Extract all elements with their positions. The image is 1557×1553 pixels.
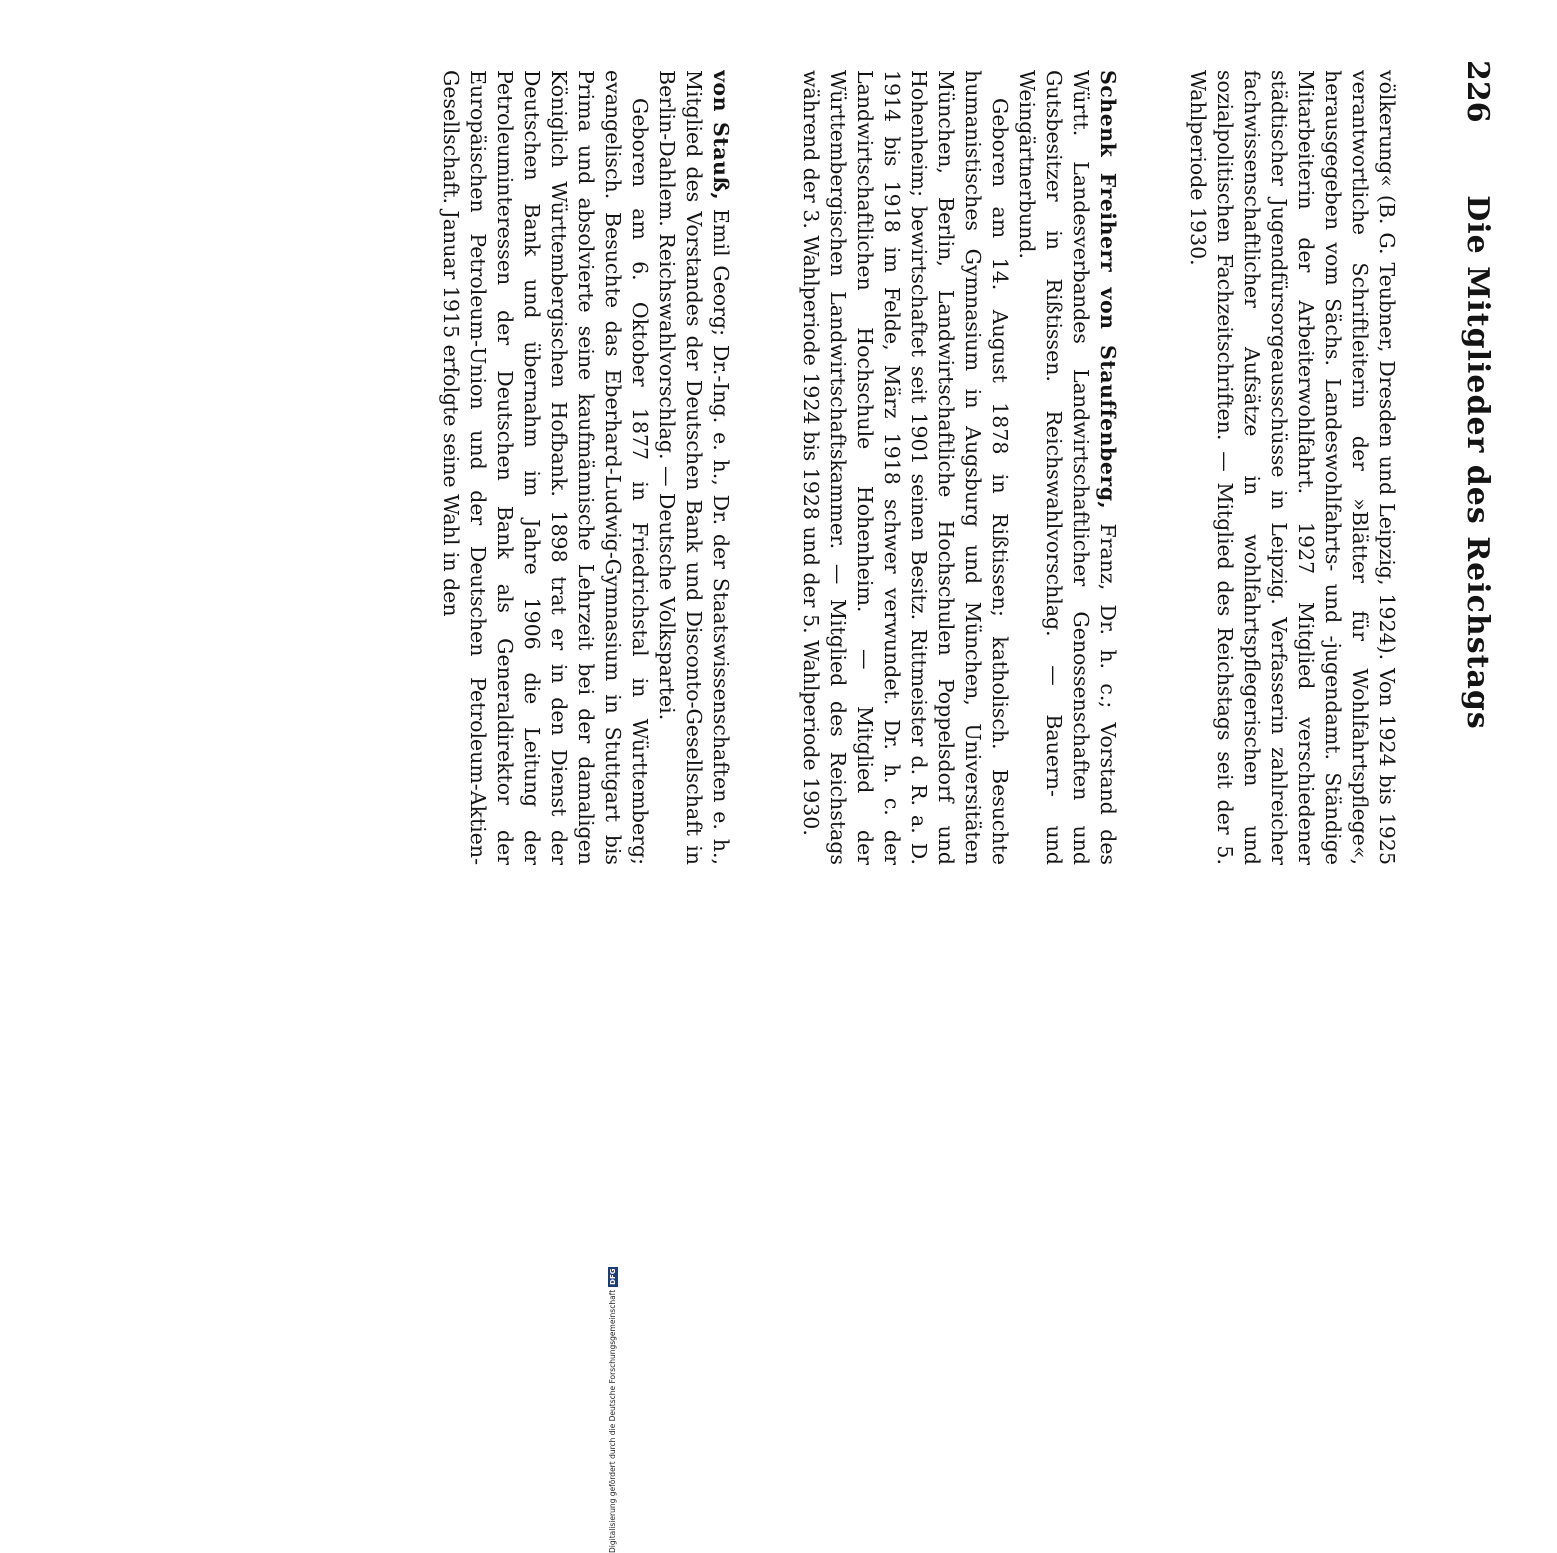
entry-continuation — [1184, 70, 1400, 865]
page-body — [70, 70, 1400, 865]
entry-heading-paragraph — [653, 70, 734, 865]
entry-stauss — [437, 70, 734, 865]
page-header — [1439, 60, 1499, 865]
member-details: Emil Georg; Dr.-Ing. e. h., Dr. der Staatswissenschaften e. h., Mitglied des Vorstandes der Deutschen Bank und Disconto-Gesellschaft in Berlin-Dahlem. Reichswahlvorschlag. — Deutsche Volkspartei. — [655, 70, 733, 865]
entry-biography: Geboren am 14. August 1878 in Rißtissen; katholisch. Besuchte humanistisches Gymnasium in Augsburg und München, Universitäten München, Berlin, Landwirtschaftliche Hochschulen Poppelsdorf und Hohenheim; bewirtschaftet seit 1901 seinen Besitz. Rittmeister d. R. a. D. 1914 bis 1918 im Felde, März 1918 schwer verwundet. Dr. h. c. der Landwirtschaftlichen Hochschule Hohenheim. — Mitglied der Württembergischen Landwirtschaftskammer. — Mitglied des Reichstags während der 3. Wahlperiode 1924 bis 1928 und der 5. Wahlperiode 1930. — [799, 70, 1012, 865]
page-number: 226 — [1460, 60, 1495, 123]
running-title: Die Mitglieder des Reichstags — [1460, 195, 1495, 730]
entry-heading-paragraph — [1013, 70, 1121, 865]
scan-credit-text: Digitalisierung gefördert durch die Deutsche Forschungsgemeinschaft — [608, 1289, 617, 1553]
entry-biography: Geboren am 6. Oktober 1877 in Friedrichstal in Württemberg; evangelisch. Besuchte das Eberhard-Ludwig-Gymnasium in Stuttgart bis Prima und absolvierte seine kaufmännische Lehrzeit bei der damaligen Königlich Württembergischen Hofbank. 1898 trat er in den Dienst der Deutschen Bank und übernahm im Jahre 1906 die Leitung der Petroleuminteressen der Deutschen Bank als Generaldirektor der Europäischen Petroleum-Union und der Deutschen Petroleum-Aktien-Gesellschaft. Januar 1915 erfolgte seine Wahl in den — [439, 70, 652, 865]
entry-paragraph: völkerung« (B. G. Teubner, Dresden und Leipzig, 1924). Von 1924 bis 1925 verantwortliche Schriftleiterin der »Blätter für Wohlfahrtspflege«, herausgegeben vom Sächs. Landeswohlfahrts- und -jugendamt. Ständige Mitarbeiterin der Arbeiterwohlfahrt. 1927 Mitglied verschiedener städtischer Jugendfürsorgeausschüsse in Leipzig. Verfasserin zahlreicher fachwissenschaftlicher Aufsätze in wohlfahrtspflegerischen und sozialpolitischen Fachzeitschriften. — Mitglied des Reichstags seit der 5. Wahlperiode 1930. — [1186, 70, 1399, 865]
member-name: Schenk Freiherr von Stauffenberg, — [1096, 70, 1120, 510]
member-details: Franz, Dr. h. c.; Vorstand des Württ. Landesverbandes Landwirtschaftlicher Genossenschaften und Gutsbesitzer in Rißtissen. Reichswahlvorschlag. — Bauern- und Weingärtnerbund. — [1015, 70, 1120, 865]
entry-stauffenberg — [797, 70, 1121, 865]
member-name: von Stauß, — [709, 70, 733, 201]
scan-credit — [608, 1267, 618, 1553]
dfg-logo: DFG — [609, 1268, 617, 1285]
